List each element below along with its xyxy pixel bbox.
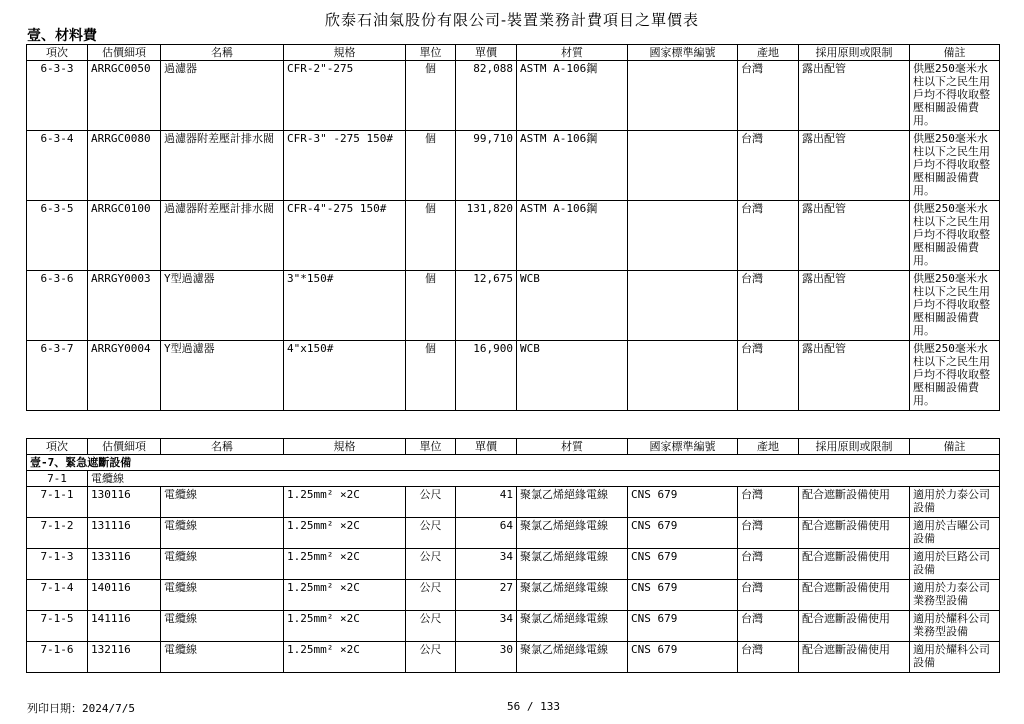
cns-number-cell: CNS 679: [628, 549, 738, 580]
cns-number-cell: CNS 679: [628, 642, 738, 673]
header-cell: 單位: [406, 439, 456, 455]
header-cell: 單位: [406, 45, 456, 61]
unit-price-cell: 131,820: [456, 201, 517, 271]
material-cell: 聚氯乙烯絕緣電線: [517, 518, 628, 549]
unit-price-cell: 82,088: [456, 61, 517, 131]
estimate-code-cell: 131116: [88, 518, 161, 549]
table-row: [27, 518, 1000, 549]
table-row: [27, 487, 1000, 518]
material-cell: ASTM A-106鋼: [517, 201, 628, 271]
remark-cell: 供壓250毫米水柱以下之民生用戶均不得收取整壓相關設備費用。: [910, 201, 1000, 271]
header-cell: 產地: [738, 439, 799, 455]
spec-cell: 4"x150#: [284, 341, 406, 411]
unit-cell: 公尺: [406, 518, 456, 549]
item-no-cell: 7-1-4: [27, 580, 88, 611]
spec-cell: 1.25mm² ×2C: [284, 518, 406, 549]
unit-price-cell: 16,900: [456, 341, 517, 411]
item-no-cell: 6-3-6: [27, 271, 88, 341]
spec-cell: 1.25mm² ×2C: [284, 487, 406, 518]
usage-rule-cell: 配合遮斷設備使用: [799, 580, 910, 611]
unit-cell: 個: [406, 341, 456, 411]
origin-cell: 台灣: [738, 518, 799, 549]
usage-rule-cell: 露出配管: [799, 61, 910, 131]
usage-rule-cell: 露出配管: [799, 271, 910, 341]
material-cell: 聚氯乙烯絕緣電線: [517, 549, 628, 580]
header-cell: 材質: [517, 439, 628, 455]
unit-cell: 公尺: [406, 580, 456, 611]
cns-number-cell: [628, 131, 738, 201]
spec-cell: 1.25mm² ×2C: [284, 580, 406, 611]
item-no-cell: 7-1-1: [27, 487, 88, 518]
page-title: 欣泰石油氣股份有限公司-裝置業務計費項目之單價表: [324, 11, 700, 29]
origin-cell: 台灣: [738, 341, 799, 411]
table-header: [27, 439, 1000, 455]
item-name-cell: 電纜線: [161, 580, 284, 611]
page-number: 56 / 133: [507, 700, 560, 713]
unit-cell: 個: [406, 131, 456, 201]
origin-cell: 台灣: [738, 61, 799, 131]
item-no-cell: 6-3-7: [27, 341, 88, 411]
usage-rule-cell: 配合遮斷設備使用: [799, 487, 910, 518]
origin-cell: 台灣: [738, 487, 799, 518]
unit-price-cell: 64: [456, 518, 517, 549]
item-no-cell: 6-3-5: [27, 201, 88, 271]
origin-cell: 台灣: [738, 642, 799, 673]
table-header: [27, 45, 1000, 61]
item-no-cell: 7-1-6: [27, 642, 88, 673]
print-date: 列印日期：2024/7/5: [27, 702, 135, 715]
group-row: [27, 455, 1000, 471]
item-name-cell: 電纜線: [161, 642, 284, 673]
spec-cell: 1.25mm² ×2C: [284, 549, 406, 580]
unit-cell: 公尺: [406, 549, 456, 580]
remark-cell: 適用於力泰公司設備: [910, 487, 1000, 518]
estimate-code-cell: ARRGY0004: [88, 341, 161, 411]
group-title: 壹-7、緊急遮斷設備: [27, 455, 1000, 471]
unit-cell: 個: [406, 271, 456, 341]
spec-cell: CFR-2"-275: [284, 61, 406, 131]
remark-cell: 適用於力泰公司業務型設備: [910, 580, 1000, 611]
cns-number-cell: CNS 679: [628, 611, 738, 642]
unit-price-cell: 41: [456, 487, 517, 518]
unit-price-cell: 99,710: [456, 131, 517, 201]
table-row: [27, 61, 1000, 131]
remark-cell: 供壓250毫米水柱以下之民生用戶均不得收取整壓相關設備費用。: [910, 131, 1000, 201]
cns-number-cell: CNS 679: [628, 580, 738, 611]
material-cell: 聚氯乙烯絕緣電線: [517, 487, 628, 518]
usage-rule-cell: 露出配管: [799, 131, 910, 201]
subgroup-item: 7-1: [27, 471, 88, 487]
material-cell: 聚氯乙烯絕緣電線: [517, 611, 628, 642]
subgroup-row: [27, 471, 1000, 487]
remark-cell: 適用於吉曜公司設備: [910, 518, 1000, 549]
header-cell: 項次: [27, 45, 88, 61]
table-row: [27, 201, 1000, 271]
item-name-cell: 電纜線: [161, 518, 284, 549]
header-cell: 備註: [910, 439, 1000, 455]
header-cell: 產地: [738, 45, 799, 61]
section-title: 壹、材料費: [27, 28, 97, 44]
table-row: [27, 341, 1000, 411]
origin-cell: 台灣: [738, 271, 799, 341]
usage-rule-cell: 露出配管: [799, 341, 910, 411]
header-cell: 採用原則或限制: [799, 439, 910, 455]
item-name-cell: 電纜線: [161, 611, 284, 642]
cns-number-cell: [628, 201, 738, 271]
header-cell: 規格: [284, 439, 406, 455]
material-cell: 聚氯乙烯絕緣電線: [517, 580, 628, 611]
item-name-cell: 過濾器附差壓計排水閥: [161, 131, 284, 201]
table-row: [27, 611, 1000, 642]
header-cell: 單價: [456, 439, 517, 455]
unit-price-cell: 12,675: [456, 271, 517, 341]
table-row: [27, 131, 1000, 201]
material-cell: WCB: [517, 341, 628, 411]
remark-cell: 供壓250毫米水柱以下之民生用戶均不得收取整壓相關設備費用。: [910, 341, 1000, 411]
cns-number-cell: CNS 679: [628, 487, 738, 518]
unit-cell: 個: [406, 61, 456, 131]
usage-rule-cell: 配合遮斷設備使用: [799, 518, 910, 549]
remark-cell: 適用於巨路公司設備: [910, 549, 1000, 580]
unit-price-cell: 30: [456, 642, 517, 673]
remark-cell: 適用於耀科公司業務型設備: [910, 611, 1000, 642]
estimate-code-cell: ARRGC0080: [88, 131, 161, 201]
header-cell: 估價細項: [88, 45, 161, 61]
item-no-cell: 6-3-4: [27, 131, 88, 201]
header-cell: 名稱: [161, 439, 284, 455]
item-name-cell: Y型過濾器: [161, 271, 284, 341]
header-cell: 材質: [517, 45, 628, 61]
origin-cell: 台灣: [738, 580, 799, 611]
spec-cell: CFR-3" -275 150#: [284, 131, 406, 201]
estimate-code-cell: 140116: [88, 580, 161, 611]
unit-cell: 公尺: [406, 642, 456, 673]
material-cell: ASTM A-106鋼: [517, 131, 628, 201]
unit-price-cell: 34: [456, 611, 517, 642]
subgroup-name: 電纜線: [88, 471, 1000, 487]
usage-rule-cell: 露出配管: [799, 201, 910, 271]
item-no-cell: 7-1-5: [27, 611, 88, 642]
estimate-code-cell: ARRGC0100: [88, 201, 161, 271]
header-cell: 名稱: [161, 45, 284, 61]
estimate-code-cell: ARRGY0003: [88, 271, 161, 341]
origin-cell: 台灣: [738, 201, 799, 271]
unit-cell: 公尺: [406, 487, 456, 518]
header-cell: 估價細項: [88, 439, 161, 455]
header-cell: 規格: [284, 45, 406, 61]
item-name-cell: 電纜線: [161, 487, 284, 518]
item-name-cell: Y型過濾器: [161, 341, 284, 411]
material-cell: 聚氯乙烯絕緣電線: [517, 642, 628, 673]
unit-price-cell: 27: [456, 580, 517, 611]
header-cell: 項次: [27, 439, 88, 455]
cns-number-cell: [628, 341, 738, 411]
price-table-2: [26, 438, 1000, 673]
unit-cell: 公尺: [406, 611, 456, 642]
origin-cell: 台灣: [738, 131, 799, 201]
item-name-cell: 過濾器: [161, 61, 284, 131]
remark-cell: 供壓250毫米水柱以下之民生用戶均不得收取整壓相關設備費用。: [910, 61, 1000, 131]
item-no-cell: 7-1-2: [27, 518, 88, 549]
estimate-code-cell: 130116: [88, 487, 161, 518]
estimate-code-cell: 132116: [88, 642, 161, 673]
material-cell: WCB: [517, 271, 628, 341]
usage-rule-cell: 配合遮斷設備使用: [799, 642, 910, 673]
cns-number-cell: CNS 679: [628, 518, 738, 549]
table-row: [27, 549, 1000, 580]
spec-cell: 3"*150#: [284, 271, 406, 341]
unit-cell: 個: [406, 201, 456, 271]
unit-price-cell: 34: [456, 549, 517, 580]
header-cell: 採用原則或限制: [799, 45, 910, 61]
estimate-code-cell: ARRGC0050: [88, 61, 161, 131]
item-no-cell: 6-3-3: [27, 61, 88, 131]
table-row: [27, 271, 1000, 341]
material-cell: ASTM A-106鋼: [517, 61, 628, 131]
table-row: [27, 580, 1000, 611]
remark-cell: 適用於耀科公司設備: [910, 642, 1000, 673]
header-cell: 備註: [910, 45, 1000, 61]
usage-rule-cell: 配合遮斷設備使用: [799, 549, 910, 580]
price-table-1: [26, 44, 1000, 411]
cns-number-cell: [628, 61, 738, 131]
estimate-code-cell: 141116: [88, 611, 161, 642]
spec-cell: CFR-4"-275 150#: [284, 201, 406, 271]
header-cell: 國家標準編號: [628, 439, 738, 455]
remark-cell: 供壓250毫米水柱以下之民生用戶均不得收取整壓相關設備費用。: [910, 271, 1000, 341]
spec-cell: 1.25mm² ×2C: [284, 611, 406, 642]
estimate-code-cell: 133116: [88, 549, 161, 580]
usage-rule-cell: 配合遮斷設備使用: [799, 611, 910, 642]
origin-cell: 台灣: [738, 611, 799, 642]
table-row: [27, 642, 1000, 673]
item-name-cell: 電纜線: [161, 549, 284, 580]
cns-number-cell: [628, 271, 738, 341]
header-cell: 單價: [456, 45, 517, 61]
spec-cell: 1.25mm² ×2C: [284, 642, 406, 673]
item-name-cell: 過濾器附差壓計排水閥: [161, 201, 284, 271]
origin-cell: 台灣: [738, 549, 799, 580]
item-no-cell: 7-1-3: [27, 549, 88, 580]
header-cell: 國家標準編號: [628, 45, 738, 61]
